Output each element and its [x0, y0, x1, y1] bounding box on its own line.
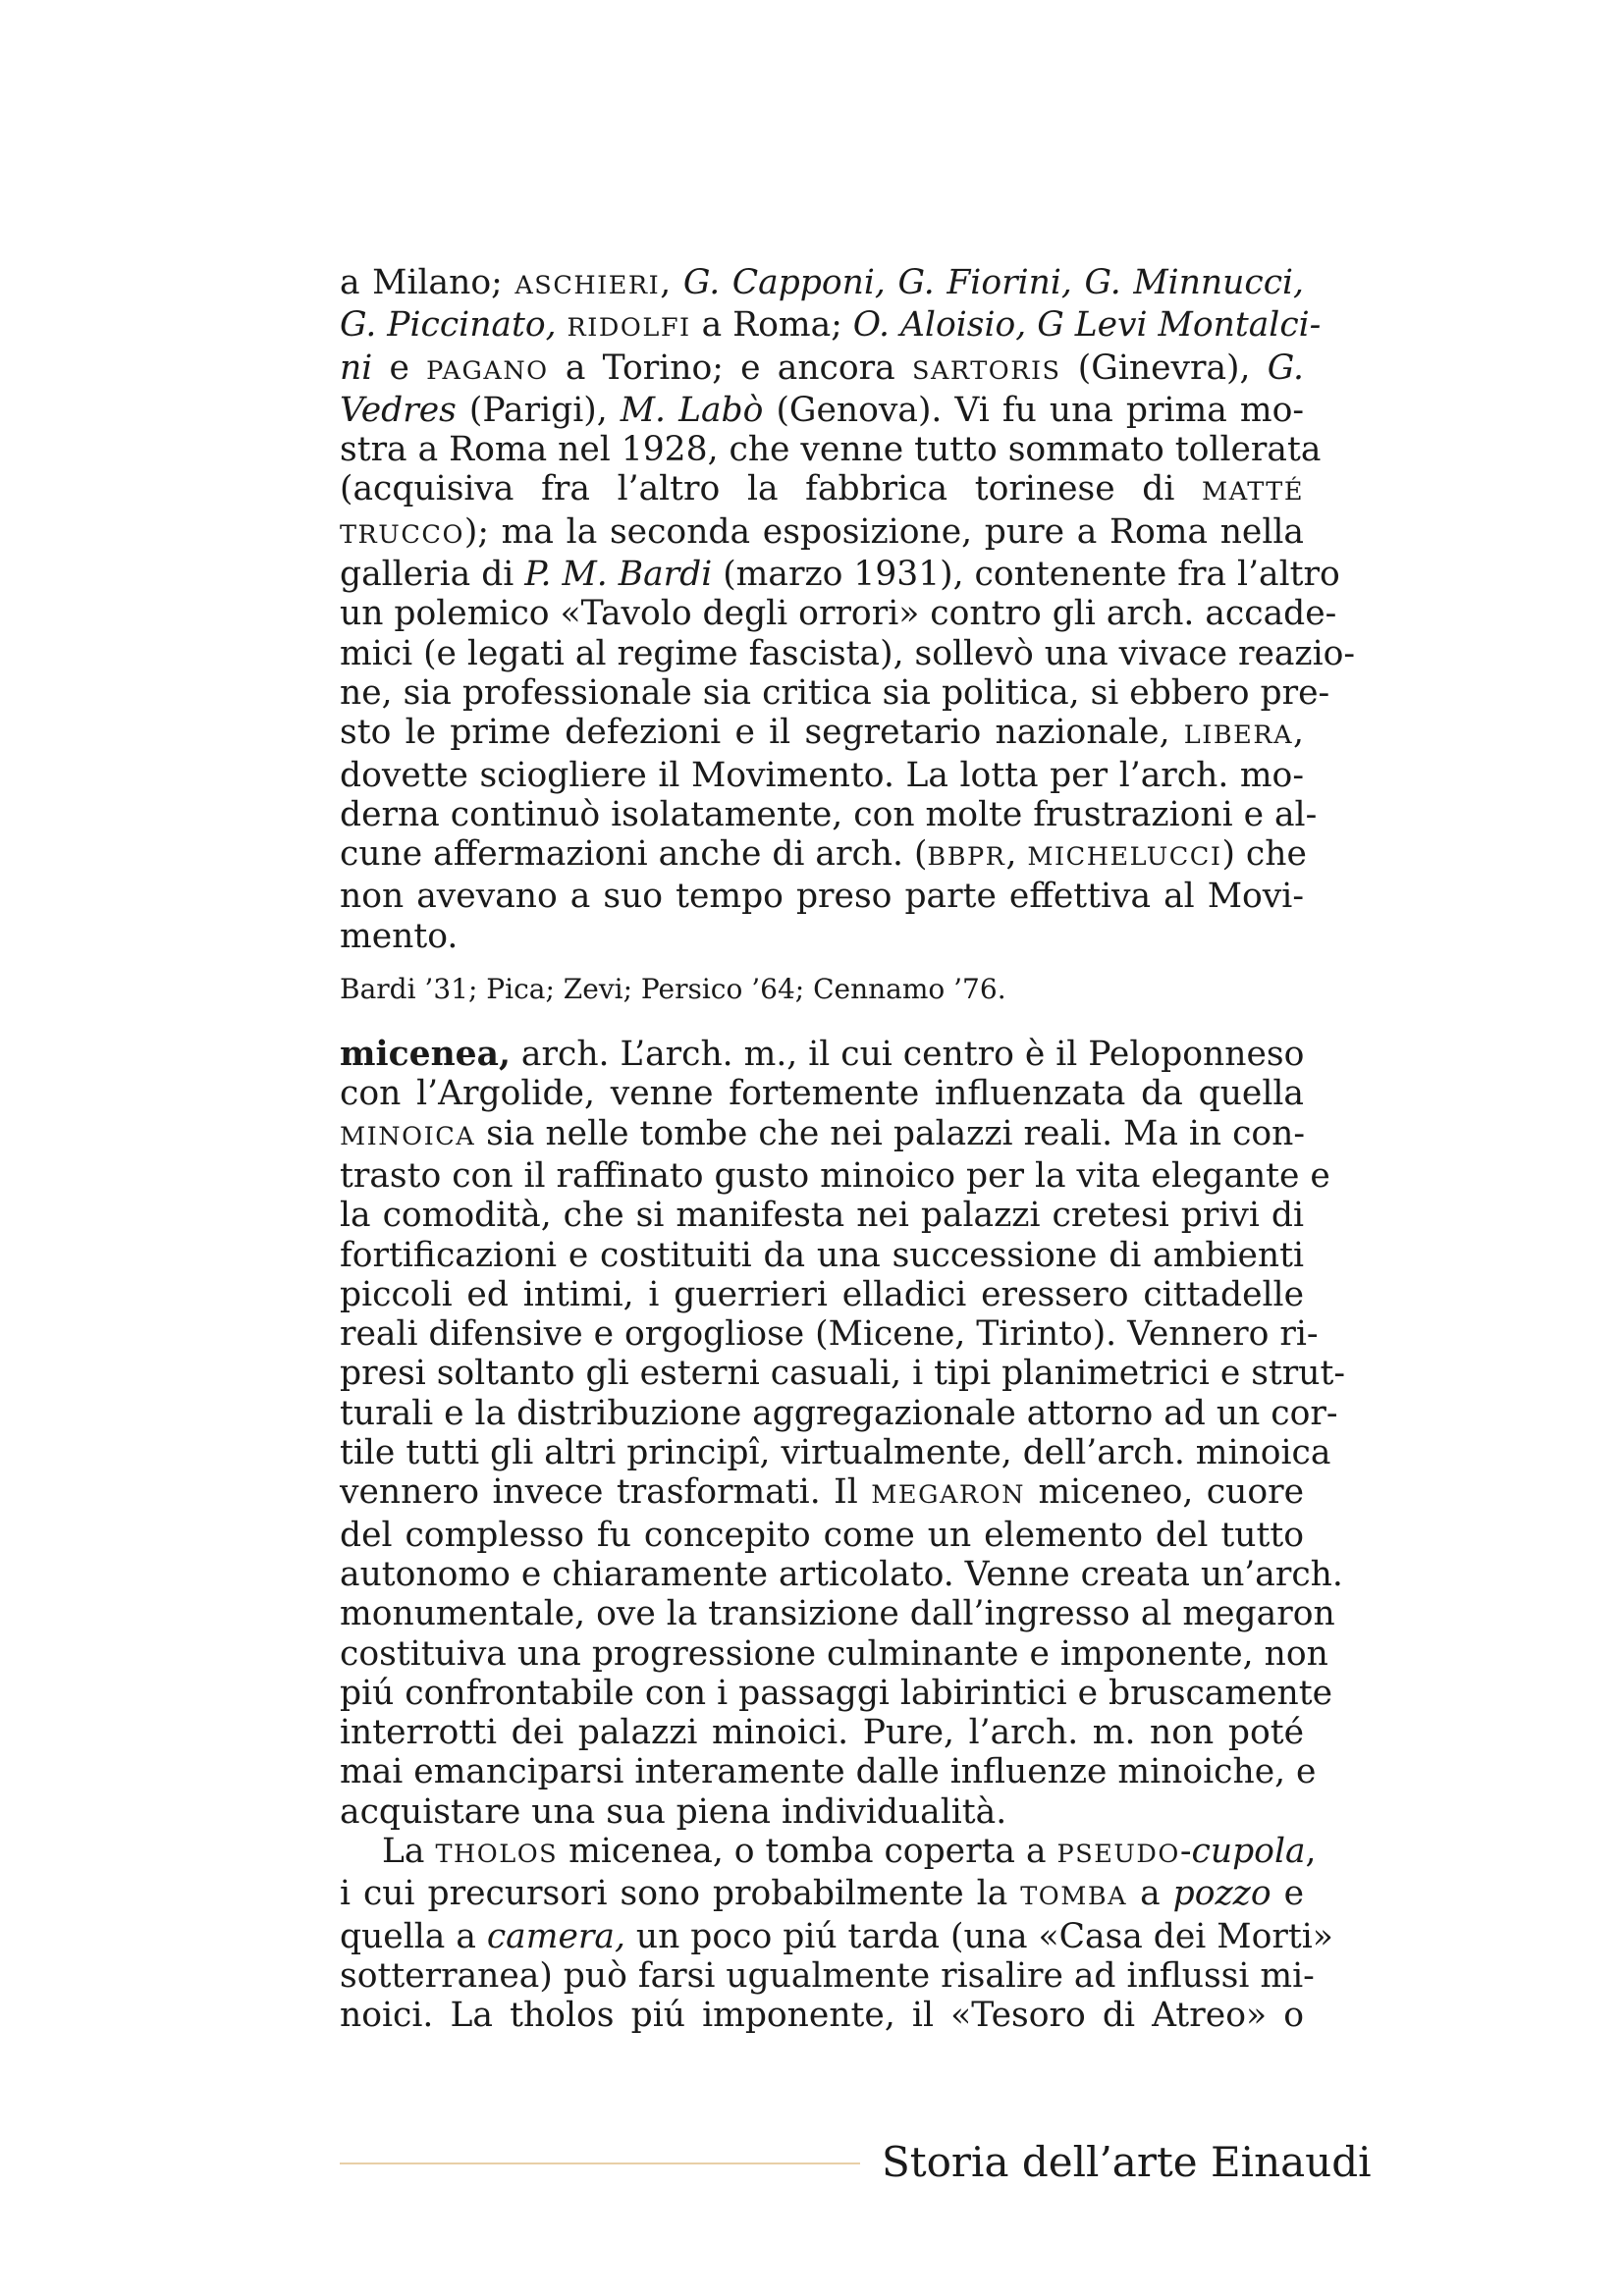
- text-line: [340, 469, 1304, 511]
- text-line: [340, 756, 1304, 795]
- text-line: [340, 263, 1304, 305]
- small-caps-reference: MICHELUCCI: [1027, 842, 1222, 873]
- bibliography-line: [340, 970, 1304, 1009]
- text-run: monumentale, ove la transizione dall’ingresso al megaron: [340, 1594, 1335, 1634]
- text-line: [340, 1114, 1304, 1156]
- text-line: [340, 834, 1307, 877]
- text-line: [340, 1196, 1304, 1235]
- italic-text: G. Piccinato,: [340, 305, 568, 346]
- small-caps-reference: PSEUDO: [1056, 1839, 1180, 1869]
- text-line: [340, 1996, 1304, 2035]
- text-run: un poco piú tarda (una «Casa dei Morti»: [624, 1916, 1333, 1956]
- text-run: ) che: [1221, 834, 1307, 875]
- text-run: sia nelle tombe che nei palazzi reali. Ma in con-: [475, 1113, 1306, 1153]
- text-run: ,: [1293, 713, 1304, 753]
- small-caps-reference: BBPR: [927, 842, 1006, 873]
- text-run: -: [1179, 1831, 1192, 1871]
- text-line: [340, 430, 1322, 470]
- article-body: [340, 263, 1356, 2036]
- text-run: non avevano a suo tempo preso parte effettiva al Movi-: [340, 877, 1304, 917]
- text-run: cune affermazioni anche di arch. (: [340, 834, 928, 875]
- text-line: [340, 594, 1337, 634]
- text-line: [340, 1275, 1304, 1314]
- small-caps-reference: MEGARON: [871, 1480, 1025, 1511]
- text-run: derna continuò isolatamente, con molte frustrazioni e al-: [340, 794, 1318, 834]
- text-run: (marzo 1931), contenente fra l’altro: [712, 555, 1340, 595]
- italic-text: pozzo: [1172, 1874, 1271, 1914]
- small-caps-reference: THOLOS: [435, 1839, 559, 1869]
- text-line: [340, 1594, 1335, 1634]
- text-run: a Torino; e ancora: [548, 347, 912, 388]
- text-run: a: [1127, 1874, 1173, 1914]
- text-run: mici (e legati al regime fascista), sollevò una vivace reazio-: [340, 633, 1356, 673]
- text-line: [340, 1516, 1304, 1555]
- text-run: galleria di: [340, 555, 525, 595]
- footer-title: Storia dell’arte Einaudi: [882, 2138, 1372, 2186]
- text-line: [340, 917, 1304, 956]
- text-line: [340, 794, 1318, 834]
- text-line: [340, 1554, 1343, 1594]
- text-run: ne, sia professionale sia critica sia politica, si ebbero pre-: [340, 672, 1330, 713]
- text-line: [340, 1314, 1319, 1355]
- small-caps-reference: TOMBA: [1020, 1882, 1128, 1912]
- italic-text: O. Aloisio, G Levi Montalci-: [852, 305, 1322, 346]
- text-run: tile tutti gli altri principî, virtualmente, dell’arch. minoica: [340, 1433, 1331, 1473]
- text-run: miceneo, cuore: [1025, 1472, 1305, 1513]
- italic-text: G.: [1267, 347, 1304, 388]
- text-run: interrotti dei palazzi minoici. Pure, l’arch. m. non poté: [340, 1713, 1304, 1753]
- text-run: ); ma la seconda esposizione, pure a Roma nella: [463, 511, 1304, 552]
- small-caps-reference: SARTORIS: [911, 355, 1061, 386]
- text-line: [340, 1916, 1333, 1956]
- text-run: a Milano;: [340, 263, 515, 302]
- small-caps-reference: TRUCCO: [340, 519, 464, 550]
- text-run: fortificazioni e costituiti da una successione di ambienti: [340, 1235, 1304, 1275]
- text-line: [340, 305, 1322, 347]
- text-run: ,: [1005, 834, 1028, 875]
- text-run: e: [372, 347, 427, 388]
- text-line: [340, 391, 1304, 430]
- text-line: [340, 1831, 1317, 1874]
- text-run: la comodità, che si manifesta nei palazzi cretesi privi di: [340, 1196, 1304, 1236]
- text-line: [340, 633, 1356, 673]
- text-run: del complesso fu concepito come un elemento del tutto: [340, 1515, 1304, 1555]
- text-line: [340, 672, 1330, 713]
- small-caps-reference: PAGANO: [426, 355, 549, 386]
- text-line: [340, 1035, 1304, 1074]
- text-line: [340, 1472, 1304, 1515]
- text-run: vennero invece trasformati. Il: [340, 1472, 872, 1513]
- text-line: [340, 512, 1304, 555]
- italic-text: M. Labò: [620, 390, 764, 430]
- italic-text: ni: [340, 347, 373, 388]
- text-run: micenea, o tomba coperta a: [558, 1831, 1057, 1871]
- text-run: piú confrontabile con i passaggi labirintici e bruscamente: [340, 1673, 1333, 1713]
- text-line: [340, 1752, 1317, 1792]
- text-line: [340, 1236, 1304, 1275]
- text-run: noici. La tholos piú imponente, il «Tesoro di Atreo» o: [340, 1996, 1304, 2036]
- text-run: reali difensive e orgogliose (Micene, Tirinto). Vennero ri-: [340, 1314, 1319, 1355]
- text-run: mai emanciparsi interamente dalle influenze minoiche, e: [340, 1752, 1317, 1792]
- text-run: dovette sciogliere il Movimento. La lotta per l’arch. mo-: [340, 755, 1304, 795]
- text-run: turali e la distribuzione aggregazionale attorno ad un cor-: [340, 1393, 1338, 1433]
- paragraph-gap: [340, 1009, 1304, 1035]
- text-run: sotterranea) può farsi ugualmente risalire ad influssi mi-: [340, 1955, 1315, 1996]
- text-run: La: [382, 1831, 436, 1871]
- text-line: [340, 1713, 1304, 1752]
- text-run: costituiva una progressione culminante e imponente, non: [340, 1633, 1328, 1674]
- text-run: (Genova). Vi fu una prima mo-: [763, 390, 1304, 430]
- text-line: [340, 877, 1304, 916]
- text-run: con l’Argolide, venne fortemente influenzata da quella: [340, 1074, 1304, 1114]
- small-caps-reference: RIDOLFI: [567, 313, 691, 344]
- text-run: mento.: [340, 916, 459, 956]
- text-run: acquistare una sua piena individualità.: [340, 1791, 1007, 1832]
- text-line: [340, 1874, 1304, 1916]
- text-run: trasto con il raffinato gusto minoico per la vita elegante e: [340, 1155, 1330, 1196]
- text-run: autonomo e chiaramente articolato. Venne creata un’arch.: [340, 1554, 1343, 1594]
- italic-text: Vedres: [340, 390, 457, 430]
- text-line: [340, 1354, 1346, 1394]
- text-run: i cui precursori sono probabilmente la: [340, 1874, 1021, 1914]
- text-run: (Parigi),: [456, 390, 621, 430]
- text-run: sto le prime defezioni e il segretario nazionale,: [340, 713, 1184, 753]
- small-caps-reference: MINOICA: [340, 1121, 476, 1151]
- small-caps-reference: LIBERA: [1183, 721, 1294, 751]
- text-run: (acquisiva fra l’altro la fabbrica torinese di: [340, 469, 1203, 509]
- text-run: Bardi ’31; Pica; Zevi; Persico ’64; Cennamo ’76.: [340, 973, 1006, 1006]
- small-caps-reference: MATTÉ: [1202, 477, 1304, 507]
- small-caps-reference: ASCHIERI: [514, 271, 661, 300]
- text-line: [340, 713, 1304, 755]
- italic-text: camera,: [486, 1916, 625, 1956]
- italic-text: P. M. Bardi: [524, 555, 713, 595]
- text-line: [340, 348, 1304, 391]
- text-run: ,: [1305, 1831, 1317, 1871]
- text-run: e: [1271, 1874, 1304, 1914]
- entry-headword: micenea,: [340, 1035, 511, 1075]
- text-line: [340, 1433, 1331, 1473]
- text-line: [340, 1673, 1333, 1713]
- text-line: [340, 1955, 1315, 1996]
- text-run: ,: [660, 263, 683, 302]
- footer-rule: [340, 2163, 860, 2164]
- text-line: [340, 555, 1340, 595]
- text-line: [340, 1792, 1304, 1832]
- text-line: [340, 1393, 1338, 1433]
- italic-text: cupola: [1191, 1831, 1306, 1871]
- text-line: [340, 1155, 1330, 1196]
- text-run: quella a: [340, 1916, 487, 1956]
- italic-text: G. Capponi, G. Fiorini, G. Minnucci,: [682, 263, 1305, 302]
- text-line: [340, 1074, 1304, 1113]
- text-run: arch. L’arch. m., il cui centro è il Peloponneso: [510, 1035, 1305, 1075]
- text-run: a Roma;: [690, 305, 853, 346]
- text-run: piccoli ed intimi, i guerrieri elladici eressero cittadelle: [340, 1274, 1304, 1314]
- text-line: [340, 1633, 1328, 1674]
- text-run: stra a Roma nel 1928, che venne tutto sommato tollerata: [340, 430, 1322, 470]
- text-run: presi soltanto gli esterni casuali, i tipi planimetrici e strut-: [340, 1354, 1346, 1394]
- text-run: (Ginevra),: [1060, 347, 1268, 388]
- text-run: un polemico «Tavolo degli orrori» contro gli arch. accade-: [340, 594, 1337, 634]
